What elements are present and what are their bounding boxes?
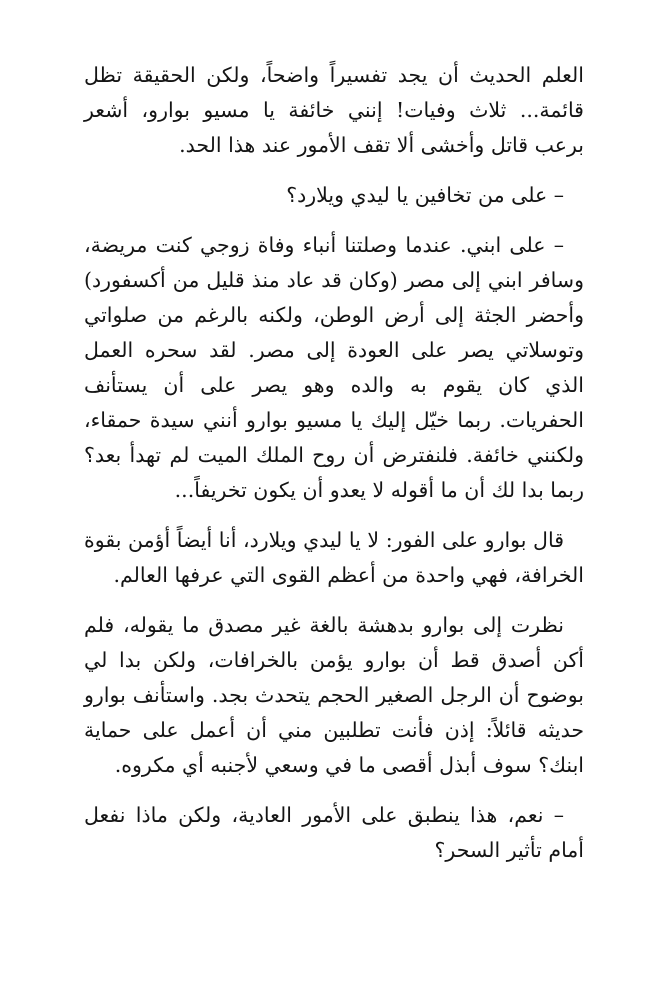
dialogue-question: – على من تخافين يا ليدي ويلارد؟: [286, 183, 564, 207]
narration-paragraph: نظرت إلى بوارو بدهشة بالغة غير مصدق ما يقوله، فلم أكن أصدق قط أن بوارو يؤمن بالخرافات، ولكن بدا لي بوضوح أن الرجل الصغير الحجم يتحدث بجد. واستأنف بوارو حديثه قائلاً: إذن فأنت تطلبين مني أن أعمل على حماية ابنك؟ سوف أبذل أقصى ما في وسعي لأجنبه أي مكروه.: [84, 613, 584, 777]
paragraph-continuation: العلم الحديث أن يجد تفسيراً واضحاً، ولكن الحقيقة تظل قائمة... ثلاث وفيات! إنني خائفة يا مسيو بوارو، أشعر برعب قاتل وأخشى ألا تقف الأمور عند هذا الحد.: [84, 63, 584, 157]
dialogue-final: – نعم، هذا ينطبق على الأمور العادية، ولكن ماذا نفعل أمام تأثير السحر؟: [84, 803, 584, 862]
dialogue-answer: – على ابني. عندما وصلتنا أنباء وفاة زوجي كنت مريضة، وسافر ابني إلى مصر (وكان قد عاد منذ قليل من أكسفورد) وأحضر الجثة إلى أرض الوطن، ولكنه بالرغم من صلواتي وتوسلاتي يصر على العودة إلى مصر. لقد سحره العمل الذي كان يقوم به والده وهو يصر على أن يستأنف الحفريات. ربما خيّل إليك يا مسيو بوارو أنني سيدة حمقاء، ولكنني خائفة. فلنفترض أن روح الملك الميت لم تهدأ بعد؟ ربما بدا لك أن ما أقوله لا يعدو أن يكون تخريفاً...: [84, 233, 584, 502]
poirot-reply: قال بوارو على الفور: لا يا ليدي ويلارد، أنا أيضاً أؤمن بقوة الخرافة، فهي واحدة من أعظم القوى التي عرفها العالم.: [84, 528, 584, 587]
page-text: [84, 58, 584, 868]
